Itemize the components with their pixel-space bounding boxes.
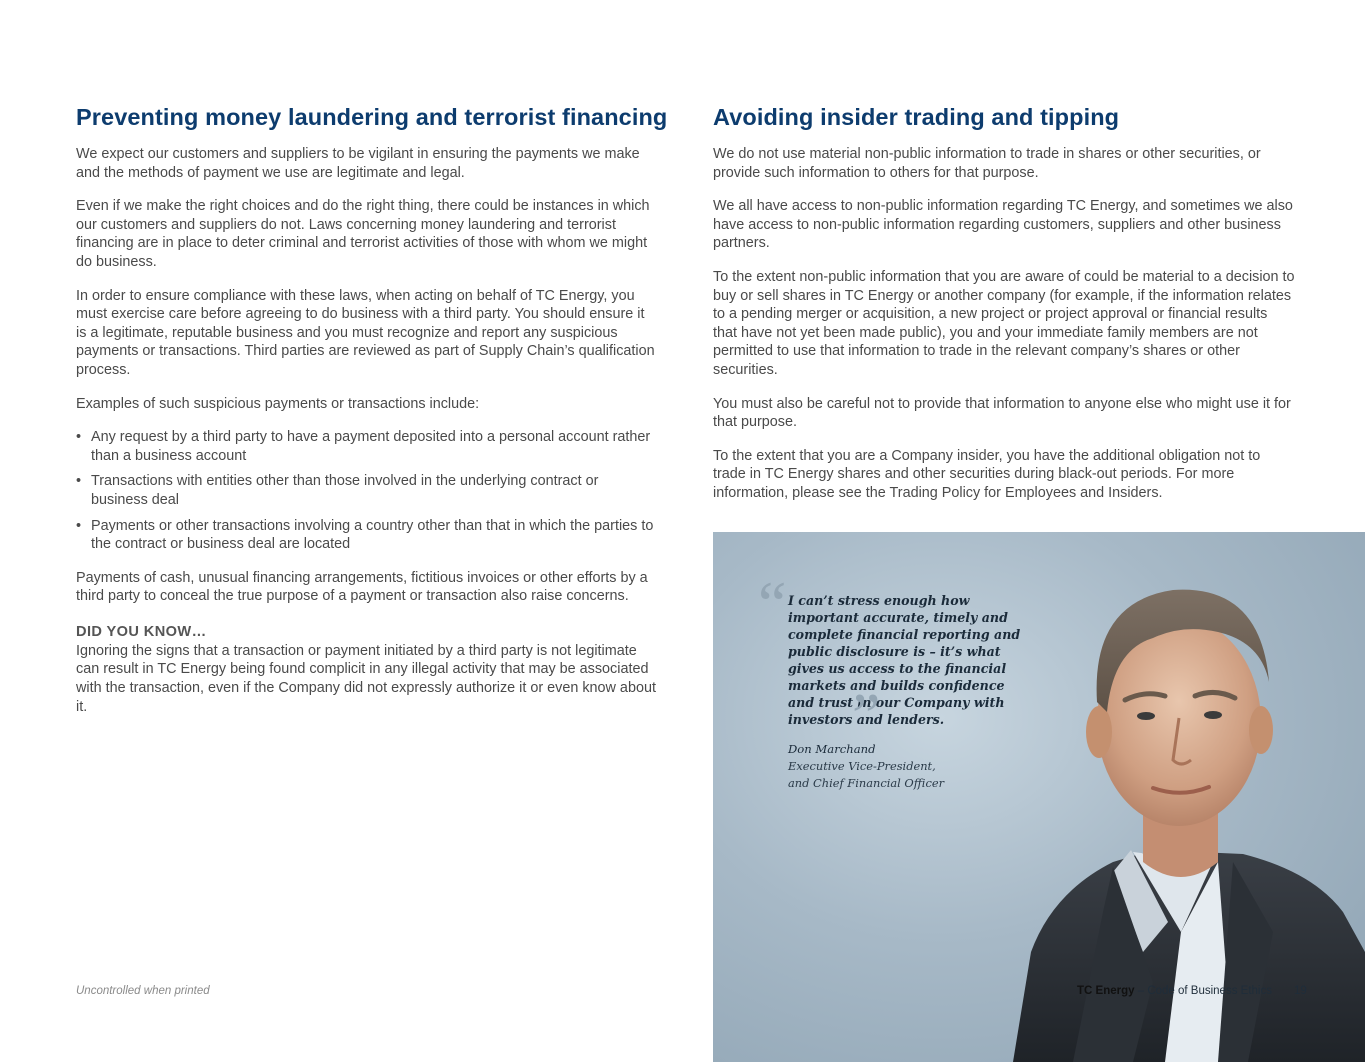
left-column <box>76 104 668 731</box>
list-item <box>76 517 658 554</box>
footer-separator: – <box>1134 985 1148 997</box>
insider-trading-heading: Avoiding insider trading and tipping <box>713 104 1120 130</box>
left-paragraph-4: Examples of such suspicious payments or transactions include: <box>76 395 480 412</box>
left-paragraph-1: We expect our customers and suppliers to be vigilant in ensuring the payments we make and the methods of payment we use are legitimate and legal. <box>76 146 640 181</box>
right-paragraph-1: We do not use material non-public information to trade in shares or other securities, or provide such information to others for that purpose. <box>713 146 1261 181</box>
right-paragraph-5: To the extent that you are a Company insider, you have the additional obligation not to trade in TC Energy shares and other securities during black-out periods. For more information, please see the Trading Policy for Employees and Insiders. <box>713 447 1261 501</box>
executive-quote <box>758 568 1028 792</box>
executive-photo <box>713 532 1365 1062</box>
did-you-know-heading: DID YOU KNOW… <box>76 623 207 640</box>
bullet-icon: • <box>76 517 82 534</box>
list-item-text: Transactions with entities other than those involved in the underlying contract or business deal <box>91 473 599 508</box>
right-paragraph-4: You must also be careful not to provide that information to anyone else who might use it for that purpose. <box>713 395 1291 431</box>
list-item <box>76 428 658 465</box>
list-item <box>76 472 658 509</box>
close-quote-icon: ” <box>852 680 881 751</box>
did-you-know-text: Ignoring the signs that a transaction or payment initiated by a third party is not legitimate can result in TC Energy being found complicit in any illegal activity that may be associated with the transaction, even if the Company did not expressly authorize it or even know about it. <box>76 642 656 715</box>
uncontrolled-notice: Uncontrolled when printed <box>76 985 210 997</box>
left-paragraph-2: Even if we make the right choices and do the right thing, there could be instances in which our customers and suppliers do not. Laws concerning money laundering and terrorist financing are in place to deter criminal and terrorist activities of those with whom we might do business. <box>76 198 650 270</box>
quote-author-role: Executive Vice-President, <box>788 759 936 773</box>
footer-document-title: Code of Business Ethics <box>1147 985 1272 997</box>
suspicious-examples-list <box>76 428 658 554</box>
right-paragraph-3: To the extent non-public information that you are aware of could be material to a decision to buy or sell shares in TC Energy or another company (for example, if the information relates to a pending merger or acquisition, a new project or project approval or financial results that have not yet been made public), you and your immediate family members are not permitted to use that information to trade in the relevant company’s shares or other securities. <box>713 268 1295 378</box>
right-column <box>713 104 1295 518</box>
quote-author-role: and Chief Financial Officer <box>788 776 945 790</box>
list-item-text: Any request by a third party to have a payment deposited into a personal account rather than a business account <box>91 429 651 464</box>
money-laundering-heading: Preventing money laundering and terrorist financing <box>76 104 668 130</box>
page-footer <box>1077 985 1307 997</box>
footer-brand: TC Energy <box>1077 985 1135 997</box>
left-paragraph-3: In order to ensure compliance with these laws, when acting on behalf of TC Energy, you must exercise care before agreeing to do business with a third party. You should ensure it is a legitimate, reputable business and you must recognize and report any suspicious payments or transactions. Third parties are reviewed as part of Supply Chain’s qualification process. <box>76 287 655 378</box>
left-paragraph-5: Payments of cash, unusual financing arrangements, fictitious invoices or other efforts by a third party to conceal the true purpose of a payment or transaction also raise concerns. <box>76 569 648 605</box>
list-item-text: Payments or other transactions involving a country other than that in which the parties to the contract or business deal are located <box>91 517 654 553</box>
bullet-icon: • <box>76 429 82 446</box>
quote-text: I can’t stress enough how important accurate, timely and complete financial reporting and public disclosure is – it’s what gives us access to the financial markets and builds confidence and trust in our Company with investors and lenders. <box>788 593 1021 727</box>
open-quote-icon: “ <box>758 568 787 639</box>
right-paragraph-2: We all have access to non-public information regarding TC Energy, and sometimes we also have access to non-public information regarding customers, suppliers and other business partners. <box>713 198 1293 252</box>
quote-author-name: Don Marchand <box>788 742 876 756</box>
page-number: 19 <box>1293 985 1307 997</box>
bullet-icon: • <box>76 473 82 490</box>
